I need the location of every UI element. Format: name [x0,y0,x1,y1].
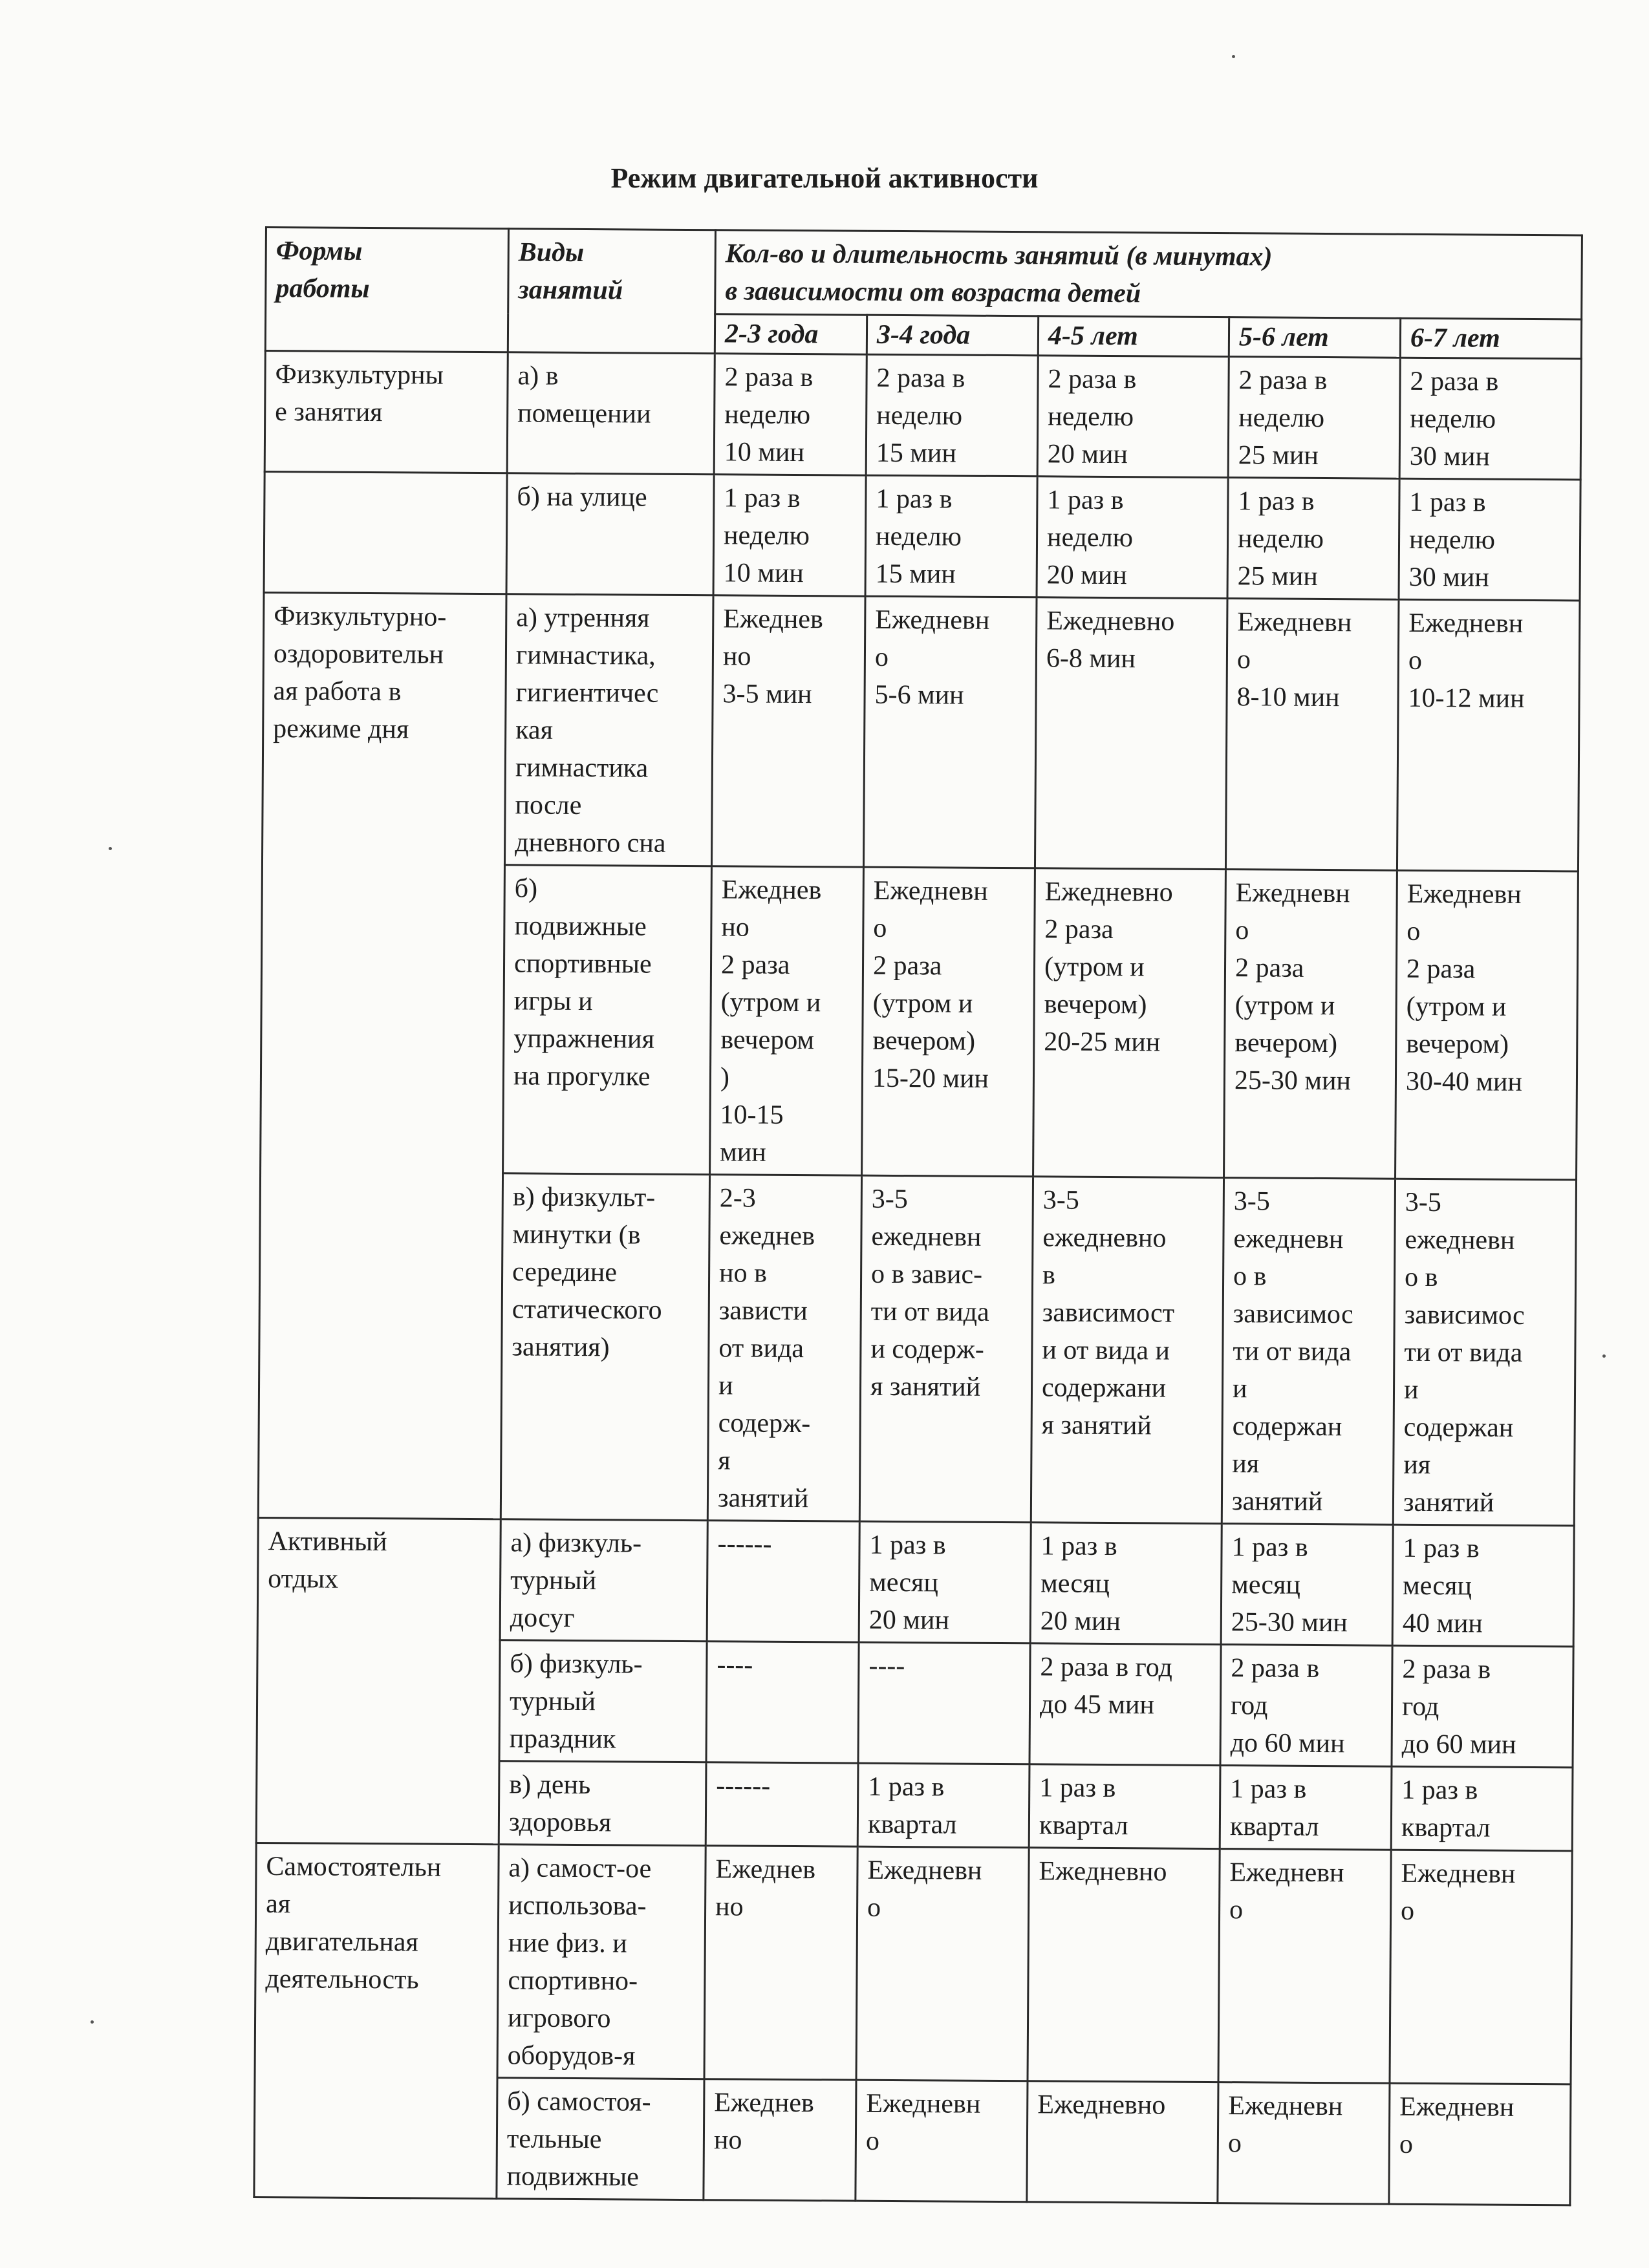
row-form: Физкультурно- оздоровительн ая работа в режиме дня [258,592,506,1519]
cell-3-4: 1 раз в квартал [857,1763,1029,1848]
activity-table [253,226,1583,2206]
cell-5-6: 2 раза в неделю 25 мин [1228,357,1400,479]
cell-2-3: Ежеднев но 3-5 мин [711,595,865,867]
cell-2-3: 1 раз в неделю 10 мин [713,475,866,596]
row-form: Самостоятельн ая двигательная деятельность [254,1843,499,2198]
cell-3-4: 2 раза в неделю 15 мин [866,354,1038,476]
row-type: а) самост-ое использова- ние физ. и спортивно- игрового оборудов-я [497,1845,706,2079]
row-type: б) самостоя- тельные подвижные [497,2078,704,2200]
cell-4-5: 1 раз в квартал [1029,1764,1220,1849]
cell-6-7: 2 раза в неделю 30 мин [1399,358,1581,480]
cell-4-5: Ежедневно [1027,2081,1218,2203]
cell-2-3: Ежеднев но [704,1846,857,2080]
table-row [255,1843,1572,2084]
cell-5-6: 2 раза в год до 60 мин [1220,1645,1392,1767]
cell-5-6: Ежедневн о 8-10 мин [1225,599,1399,871]
cell-5-6: Ежедневн о [1218,2082,1390,2205]
row-type: в) день здоровья [499,1761,706,1846]
header-types: Виды занятий [508,229,715,354]
cell-4-5: 3-5 ежедневно в зависимост и от вида и содержани я занятий [1031,1177,1223,1524]
row-type: б) подвижные спортивные игры и упражнения на прогулке [503,865,712,1175]
table-row [264,472,1580,601]
cell-5-6: 1 раз в неделю 25 мин [1227,478,1399,600]
cell-6-7: Ежедневн о [1390,1850,1572,2084]
cell-2-3: ------ [706,1762,858,1846]
row-type: в) физкульт- минутки (в середине статического занятия) [501,1173,709,1521]
header-age-6-7: 6-7 лет [1400,318,1581,359]
row-type: б) на улице [506,473,714,595]
cell-5-6: 3-5 ежедневн о в зависимос ти от вида и содержан ия занятий [1222,1178,1395,1525]
cell-2-3: Ежеднев но 2 раза (утром и вечером ) 10-15 мин [710,866,864,1175]
cell-4-5: 2 раза в неделю 20 мин [1037,356,1229,478]
cell-6-7: 1 раз в неделю 30 мин [1399,478,1580,601]
cell-3-4: 1 раз в неделю 15 мин [865,475,1037,597]
cell-2-3: 2-3 ежеднев но в зависти от вида и содерж- я занятий [707,1175,861,1521]
row-type: б) физкуль- турный праздник [499,1640,707,1762]
cell-5-6: Ежедневн о 2 раза (утром и вечером) 25-30 мин [1224,870,1397,1179]
cell-4-5: Ежедневно 2 раза (утром и вечером) 20-25 мин [1033,868,1226,1178]
cell-5-6: 1 раз в месяц 25-30 мин [1221,1524,1393,1646]
row-form: Активный отдых [256,1517,501,1844]
cell-4-5: 1 раз в месяц 20 мин [1030,1523,1222,1645]
cell-3-4: ---- [858,1642,1030,1764]
cell-3-4: Ежедневн о 2 раза (утром и вечером) 15-20 мин [862,867,1035,1177]
row-type: а) физкуль- турный досуг [500,1519,707,1642]
cell-3-4: 1 раз в месяц 20 мин [859,1521,1031,1643]
cell-3-4: Ежедневн о [856,2080,1028,2202]
cell-3-4: Ежедневн о 5-6 мин [863,596,1037,868]
cell-2-3: 2 раза в неделю 10 мин [714,354,867,475]
cell-6-7: 2 раза в год до 60 мин [1392,1645,1573,1768]
cell-6-7: 3-5 ежедневн о в зависимос ти от вида и содержан ия занятий [1393,1179,1576,1526]
cell-4-5: 2 раза в год до 45 мин [1029,1643,1221,1766]
header-quantity: Кол-во и длительность занятий (в минутах) в зависимости от возраста детей [715,230,1582,319]
page-title: Режим двигательной активности [610,162,1039,194]
cell-6-7: 1 раз в месяц 40 мин [1392,1524,1574,1647]
header-forms: Формы работы [265,228,508,352]
row-form: Физкультурны е занятия [264,351,508,473]
row-type: а) утренняя гимнастика, гигиентичес кая гимнастика после дневного сна [504,594,713,866]
header-age-3-4: 3-4 года [867,315,1038,356]
cell-4-5: Ежедневно [1028,1848,1220,2082]
cell-2-3: Ежеднев но [704,2079,856,2201]
cell-3-4: Ежедневн о [856,1846,1029,2081]
cell-6-7: Ежедневн о [1389,2083,1571,2205]
table-row [264,351,1581,480]
cell-3-4: 3-5 ежедневн о в завис- ти от вида и содерж- я занятий [859,1175,1033,1523]
scan-speck [1602,1354,1606,1358]
cell-5-6: Ежедневн о [1218,1849,1391,2084]
cell-2-3: ---- [706,1642,859,1763]
row-type: а) в помещении [507,352,715,475]
header-age-2-3: 2-3 года [715,314,867,354]
cell-4-5: 1 раз в неделю 20 мин [1037,476,1228,599]
cell-6-7: 1 раз в квартал [1391,1766,1573,1851]
cell-2-3: ------ [707,1521,859,1642]
table-row [257,1517,1574,1646]
cell-5-6: 1 раз в квартал [1220,1766,1392,1850]
header-age-4-5: 4-5 лет [1038,316,1229,357]
cell-6-7: Ежедневн о 10-12 мин [1397,599,1580,872]
scan-speck [1232,55,1235,58]
table-row [262,592,1580,871]
row-form [264,472,507,594]
scan-speck [109,847,112,850]
cell-6-7: Ежедневн о 2 раза (утром и вечером) 30-40 мин [1396,870,1579,1180]
scan-speck [91,2020,94,2024]
cell-4-5: Ежедневно 6-8 мин [1035,597,1227,870]
header-age-5-6: 5-6 лет [1229,317,1400,358]
